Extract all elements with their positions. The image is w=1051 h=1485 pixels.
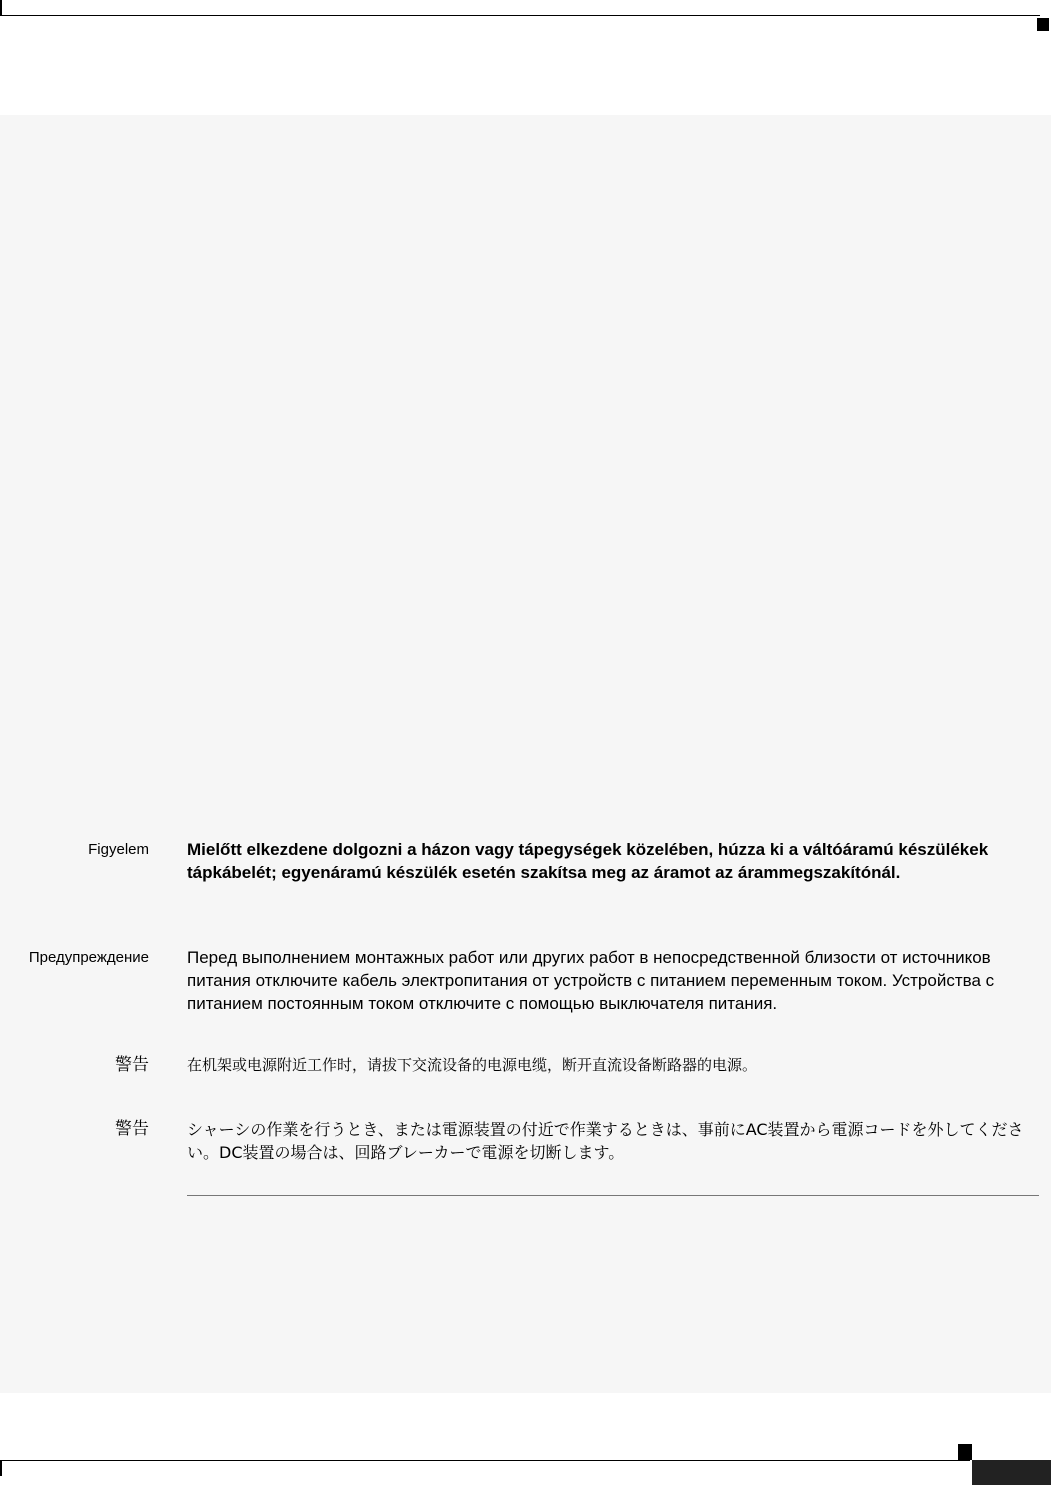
- header-rule: [0, 15, 1040, 16]
- warning-label: Figyelem: [88, 841, 149, 858]
- warning-text: 在机架或电源附近工作时，请拔下交流设备的电源电缆，断开直流设备断路器的电源。: [187, 1056, 758, 1074]
- content-panel: [0, 115, 1051, 1393]
- header-corner-tick: [0, 0, 2, 16]
- footer-corner-tick: [0, 1460, 2, 1476]
- footer-rule: [0, 1460, 970, 1461]
- warning-text: Перед выполнением монтажных работ или других работ в непосредственной близости от источников питания отключите кабель электропитания от устройств с питанием переменным током. Устройства с питанием постоянным током отключите с помощью выключателя питания.: [187, 948, 995, 1013]
- section-divider: [187, 1195, 1039, 1196]
- warning-text: Mielőtt elkezdene dolgozni a házon vagy tápegységek közelében, húzza ki a váltóáramú készülékek tápkábelét; egyenáramú készülék esetén szakítsa meg az áramot az árammegszakítónál.: [187, 840, 989, 882]
- warning-text: シャーシの作業を行うとき、または電源装置の付近で作業するときは、事前にAC装置から電源コードを外してください。DC装置の場合は、回路ブレーカーで電源を切断します。: [187, 1120, 1024, 1162]
- warning-label: Предупреждение: [28, 949, 149, 966]
- warning-label: 警告: [115, 1055, 149, 1075]
- footer-page-tab: [972, 1460, 1051, 1485]
- footer-marker: [958, 1444, 972, 1460]
- header-marker: [1037, 18, 1049, 31]
- warning-label: 警告: [115, 1119, 149, 1139]
